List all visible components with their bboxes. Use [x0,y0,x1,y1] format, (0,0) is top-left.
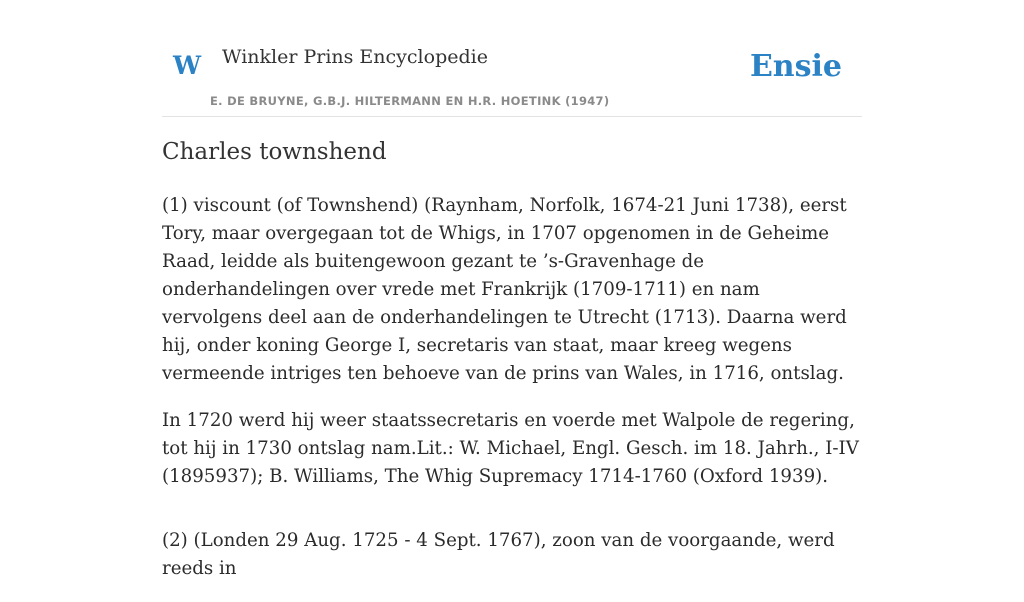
header [162,0,862,117]
article-paragraph: (1) viscount (of Townshend) (Raynham, Norfolk, 1674-21 Juni 1738), eerst Tory, maar overgegaan tot de Whigs, in 1707 opgenomen in de Geheime Raad, leidde als buitengewoon gezant te ’s-Gravenhage de onderhandelingen over vrede met Frankrijk (1709-1711) en nam vervolgens deel aan de onderhandelingen te Utrecht (1713). Daarna werd hij, onder koning George I, secretaris van staat, maar kreeg wegens vermeende intriges ten behoeve van de prins van Wales, in 1716, ontslag. [162,195,847,384]
brand-logo-link[interactable]: Ensie [749,49,842,84]
page [162,0,862,579]
publication-title[interactable]: Winkler Prins Encyclopedie [222,46,488,68]
article-body [162,192,862,602]
entry-title: Charles townshend [162,139,387,165]
article-paragraph: (2) (Londen 29 Aug. 1725 - 4 Sept. 1767), zoon van de voorgaande, werd reeds in [162,530,835,579]
publication-logo[interactable]: W [173,51,202,80]
article-paragraph: In 1720 werd hij weer staatssecretaris en voerde met Walpole de regering, tot hij in 1730 ontslag nam.Lit.: W. Michael, Engl. Gesch. im 18. Jahrh., I-IV (1895937); B. Williams, The Whig Supremacy 1714-1760 (Oxford 1939). [162,410,859,487]
authors-byline: E. DE BRUYNE, G.B.J. HILTERMANN EN H.R. HOETINK (1947) [210,94,610,108]
